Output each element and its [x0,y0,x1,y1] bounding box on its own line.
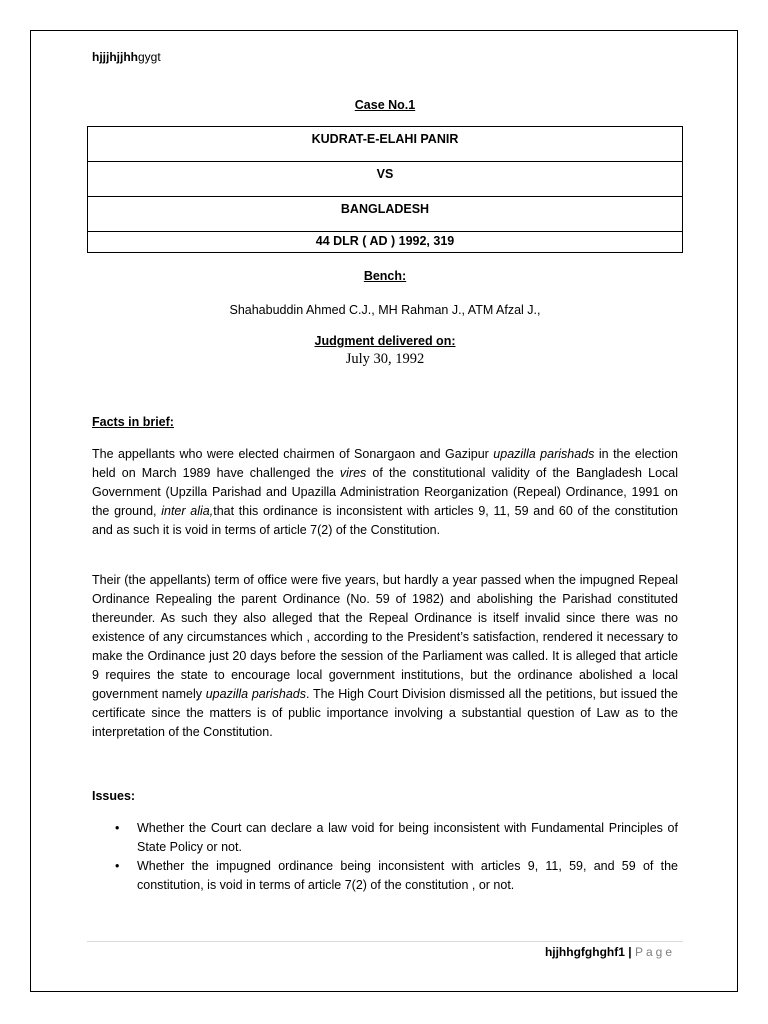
issues-heading: Issues: [92,789,136,803]
citation-cell: 44 DLR ( AD ) 1992, 319 [88,232,683,253]
issue-item: • Whether the impugned ordinance being inconsistent with articles 9, 11, 59, and 59 of the constitution, is void in terms of article 7(2) of the constitution , or not. [115,859,678,892]
page-header [92,50,161,64]
document-page [30,30,738,992]
facts-heading: Facts in brief: [92,415,174,429]
header-bold-text: hjjjhjjhh [92,50,138,64]
bench-label: Bench: [363,269,407,283]
facts-paragraph-1: The appellants who were elected chairmen of Sonargaon and Gazipur upazilla parishads in the election held on March 1989 have challenged the vires of the constitutional validity of the Bangladesh Local Government (Upzilla Parishad and Upazilla Administration Reorganization (Repeal) Ordinance, 1991 on the ground, inter alia,that this ordinance is inconsistent with articles 9, 11, 59 and 60 of the constitution and as such it is void in terms of article 7(2) of the Constitution. [92,447,679,537]
footer-divider [87,941,683,942]
bullet-icon: • [115,821,120,835]
footer-separator: | [628,945,632,959]
bench-names: Shahabuddin Ahmed C.J., MH Rahman J., ATM Afzal J., [229,303,541,317]
petitioner-cell: KUDRAT-E-ELAHI PANIR [88,127,683,162]
judgment-label: Judgment delivered on: [314,334,456,348]
case-table [87,126,683,253]
header-tail-text: gygt [138,50,161,64]
page-footer [545,945,675,959]
case-title: Case No.1 [354,98,416,112]
footer-code: hjjhhgfghghf1 [544,945,625,959]
judgment-date: July 30, 1992 [345,351,425,367]
issue-item: • Whether the Court can declare a law void for being inconsistent with Fundamental Principles of State Policy or not. [115,821,678,854]
facts-paragraph-2: Their (the appellants) term of office were five years, but hardly a year passed when the impugned Repeal Ordinance Repealing the parent Ordinance (No. 59 of 1982) and abolishing the Parishad constituted thereunder. As such they also alleged that the Repeal Ordinance is itself invalid since there was no existence of any circumstances which , according to the President’s satisfaction, rendered it necessary to make the Ordinance just 20 days before the session of the Parliament was called. It is alleged that article 9 requires the state to encourage local government institutions, but the ordinance abolished a local government namely upazilla parishads. The High Court Division dismissed all the petitions, but issued the certificate since the matters is of public importance involving a substantial question of Law as to the interpretation of the Constitution. [92,573,678,739]
bullet-icon: • [115,859,120,873]
versus-cell: VS [88,162,683,197]
respondent-cell: BANGLADESH [88,197,683,232]
footer-page-label: Page [634,945,675,959]
issues-list [92,819,678,895]
